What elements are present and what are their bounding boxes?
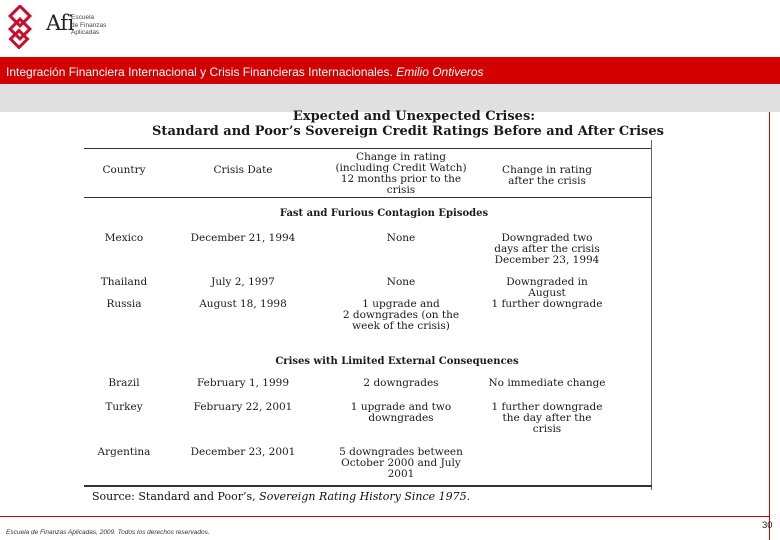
table-row-prior: None (386, 232, 416, 244)
logo-subtitle: Escuela de Finanzas Aplicadas (71, 14, 107, 36)
header-rule-top (84, 148, 652, 149)
header-rule-bottom (84, 197, 652, 198)
table-title-2: Standard and Poor’s Sovereign Credit Ratings Before and After Crises (152, 124, 664, 139)
header-title: Integración Financiera Internacional y Crisis Financieras Internacionales. Emilio Ontiveros (6, 65, 484, 79)
table-row-after: 1 further downgrade (491, 298, 603, 310)
table-right-border (651, 140, 652, 490)
logo (6, 5, 126, 51)
table-row-country: Turkey (105, 401, 143, 413)
source-note: Source: Standard and Poor’s, Sovereign Rating History Since 1975. (92, 490, 471, 503)
table-row-prior: 5 downgrades between October 2000 and July 2001 (339, 446, 463, 480)
table-row-date: July 2, 1997 (211, 276, 275, 288)
table-row-after: No immediate change (488, 377, 606, 389)
footer-rule (0, 516, 769, 517)
table-row-country: Mexico (104, 232, 144, 244)
table-row-prior: 1 upgrade and two downgrades (350, 401, 452, 424)
subheader-band (0, 84, 780, 112)
table-row-date: August 18, 1998 (199, 298, 287, 310)
logo-wordmark: Afi (46, 11, 74, 35)
table-row-country: Russia (106, 298, 142, 310)
col-change-after: Change in rating after the crisis (502, 164, 592, 187)
table-row-after: 1 further downgrade the day after the crisis (491, 401, 603, 435)
table-row-after: Downgraded in August (506, 276, 588, 299)
table-row-date: February 22, 2001 (193, 401, 293, 413)
table-row-country: Argentina (97, 446, 151, 458)
footer-copyright: Escuela de Finanzas Aplicadas, 2009. Todos los derechos reservados. (6, 529, 210, 536)
col-crisis-date: Crisis Date (213, 164, 273, 176)
table-row-after: Downgraded two days after the crisis December 23, 1994 (494, 232, 600, 266)
table-row-country: Thailand (100, 276, 148, 288)
header-author: Emilio Ontiveros (396, 65, 484, 79)
table-row-prior: None (386, 276, 416, 288)
table-title-1: Expected and Unexpected Crises: (292, 109, 536, 124)
table-bottom-rule (84, 485, 652, 487)
table-row-prior: 1 upgrade and 2 downgrades (on the week of the crisis) (342, 298, 460, 332)
page-number: 30 (762, 520, 773, 531)
table-row-date: February 1, 1999 (196, 377, 290, 389)
table-row-date: December 23, 2001 (190, 446, 296, 458)
ratings-table (84, 109, 664, 514)
col-country: Country (102, 164, 146, 176)
table-row-country: Brazil (108, 377, 140, 389)
section-limited-consequences: Crises with Limited External Consequences (275, 356, 519, 367)
col-change-prior: Change in rating (including Credit Watch) 12 months prior to the crisis (335, 151, 467, 196)
table-row-date: December 21, 1994 (190, 232, 296, 244)
section-fast-contagion: Fast and Furious Contagion Episodes (279, 208, 489, 219)
header-bar (0, 57, 780, 84)
table-row-prior: 2 downgrades (363, 377, 439, 389)
afi-knot-icon (6, 5, 36, 49)
right-rule (769, 112, 770, 540)
